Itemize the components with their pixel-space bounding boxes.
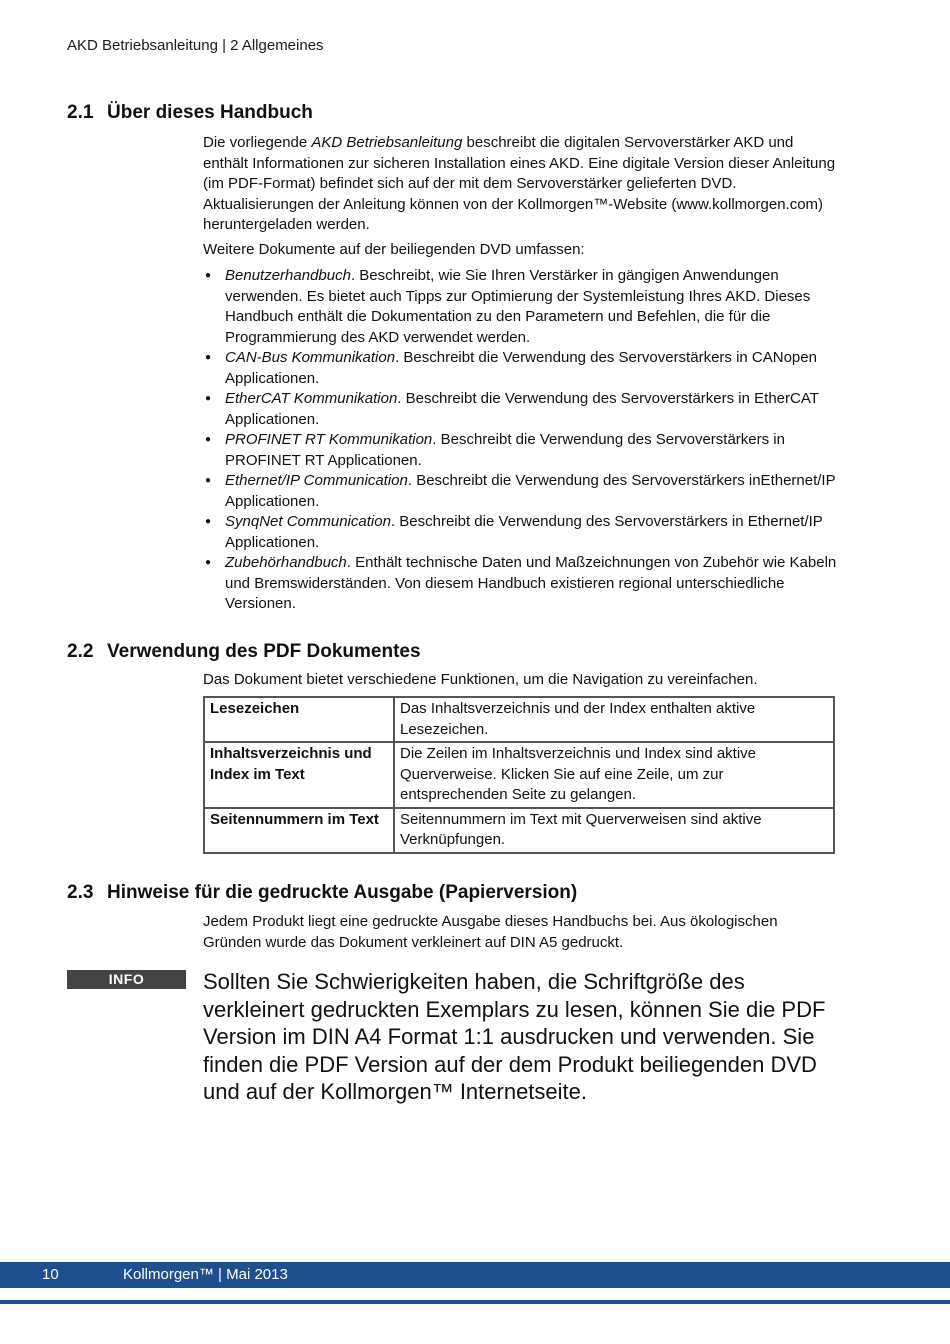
doc-title: CAN-Bus Kommunikation bbox=[225, 349, 396, 366]
list-item bbox=[203, 266, 838, 348]
table-row bbox=[204, 808, 834, 853]
section-heading-2-2 bbox=[67, 641, 421, 663]
section-title: Über dieses Handbuch bbox=[107, 102, 313, 123]
doc-title: PROFINET RT Kommunikation bbox=[225, 431, 433, 448]
table-key-cell: Seitennummern im Text bbox=[204, 808, 394, 853]
table-value-cell: Seitennummern im Text mit Querverweisen sind aktive Verknüpfungen. bbox=[394, 808, 834, 853]
table-key-cell: Inhaltsverzeichnis und Index im Text bbox=[204, 742, 394, 808]
table-row bbox=[204, 697, 834, 742]
page-number: 10 bbox=[42, 1266, 59, 1283]
doc-title: SynqNet Communication bbox=[225, 513, 391, 530]
intro-paragraph bbox=[203, 133, 838, 236]
list-item bbox=[203, 512, 838, 553]
doc-title: Zubehörhandbuch bbox=[225, 554, 347, 571]
info-label: INFO bbox=[67, 970, 186, 989]
doc-description: . Beschreibt die Verwendung des Servoverstärkers inEthernet/IP Applicationen. bbox=[225, 472, 836, 510]
intro-text-start: Die vorliegende bbox=[203, 134, 312, 151]
info-note: Sollten Sie Schwierigkeiten haben, die Schriftgröße des verkleinert gedruckten Exemplars zu lesen, können Sie die PDF Version im DIN A4 Format 1:1 ausdrucken und verwenden. Sie finden die PDF Version auf der dem Produkt beiliegenden DVD und auf der Kollmorgen™ Internetseite. bbox=[203, 969, 826, 1104]
doc-description: . Beschreibt die Verwendung des Servoverstärkers in Ethernet/IP Applicationen. bbox=[225, 513, 823, 551]
section-title: Hinweise für die gedruckte Ausgabe (Papierversion) bbox=[107, 882, 578, 903]
doc-description: . Beschreibt die Verwendung des Servoverstärkers in EtherCAT Applicationen. bbox=[225, 390, 819, 428]
list-item bbox=[203, 553, 838, 615]
doc-description: . Beschreibt die Verwendung des Servoverstärkers in PROFINET RT Applicationen. bbox=[225, 431, 785, 469]
navigation-features-table bbox=[203, 696, 835, 854]
doc-title: Ethernet/IP Communication bbox=[225, 472, 408, 489]
section-intro-2-2: Das Dokument bietet verschiedene Funktionen, um die Navigation zu vereinfachen. bbox=[203, 671, 758, 688]
list-item bbox=[203, 348, 838, 389]
list-item bbox=[203, 389, 838, 430]
footer-rule bbox=[0, 1300, 950, 1304]
section-number: 2.1 bbox=[67, 102, 94, 123]
table-value-cell: Die Zeilen im Inhaltsverzeichnis und Index sind aktive Querverweise. Klicken Sie auf eine Zeile, um zur entsprechenden Seite zu gelangen. bbox=[394, 742, 834, 808]
section-heading-2-3 bbox=[67, 882, 577, 904]
doc-description: . Beschreibt, wie Sie Ihren Verstärker in gängigen Anwendungen verwenden. Es bietet auch Tipps zur Optimierung der Systemleistung Ihres AKD. Dieses Handbuch enthält die Dokumentation zu den Parametern und Befehlen, die für die Programmierung des AKD verwendet werden. bbox=[225, 267, 811, 346]
running-header: AKD Betriebsanleitung | 2 Allgemeines bbox=[67, 37, 324, 54]
table-key-cell: Lesezeichen bbox=[204, 697, 394, 742]
doc-title: EtherCAT Kommunikation bbox=[225, 390, 398, 407]
intro-text-rest: beschreibt die digitalen Servoverstärker AKD und enthält Informationen zur sicheren Installation eines AKD. Eine digitale Version dieser Anleitung (im PDF-Format) befindet sich auf der mit dem Servoverstärker gelieferten DVD. Aktualisierungen der Anleitung können von der Kollmorgen™-Website (www.kollmorgen.com) heruntergeladen werden. bbox=[203, 134, 836, 233]
doc-description: . Beschreibt die Verwendung des Servoverstärkers in CANopen Applicationen. bbox=[225, 349, 817, 387]
footer-bar bbox=[0, 1262, 950, 1288]
table-value-cell: Das Inhaltsverzeichnis und der Index enthalten aktive Lesezeichen. bbox=[394, 697, 834, 742]
section-heading-2-1 bbox=[67, 102, 313, 124]
manual-name: AKD Betriebsanleitung bbox=[311, 134, 463, 151]
doc-title: Benutzerhandbuch bbox=[225, 267, 351, 284]
section-intro-2-3: Jedem Produkt liegt eine gedruckte Ausgabe dieses Handbuchs bei. Aus ökologischen Gründen wurde das Dokument verkleinert auf DIN A5 gedruckt. bbox=[203, 913, 778, 951]
section-body-2-1 bbox=[203, 133, 838, 615]
list-item bbox=[203, 430, 838, 471]
list-item bbox=[203, 471, 838, 512]
section-title: Verwendung des PDF Dokumentes bbox=[107, 641, 421, 662]
doc-description: . Enthält technische Daten und Maßzeichnungen von Zubehör wie Kabeln und Bremswiderständen. Von diesem Handbuch existieren regional unterschiedliche Versionen. bbox=[225, 554, 837, 612]
footer-text: Kollmorgen™ | Mai 2013 bbox=[123, 1266, 288, 1283]
section-number: 2.2 bbox=[67, 641, 94, 662]
section-number: 2.3 bbox=[67, 882, 94, 903]
document-list bbox=[203, 266, 838, 615]
more-docs-paragraph: Weitere Dokumente auf der beiliegenden DVD umfassen: bbox=[203, 240, 585, 258]
table-row bbox=[204, 742, 834, 808]
